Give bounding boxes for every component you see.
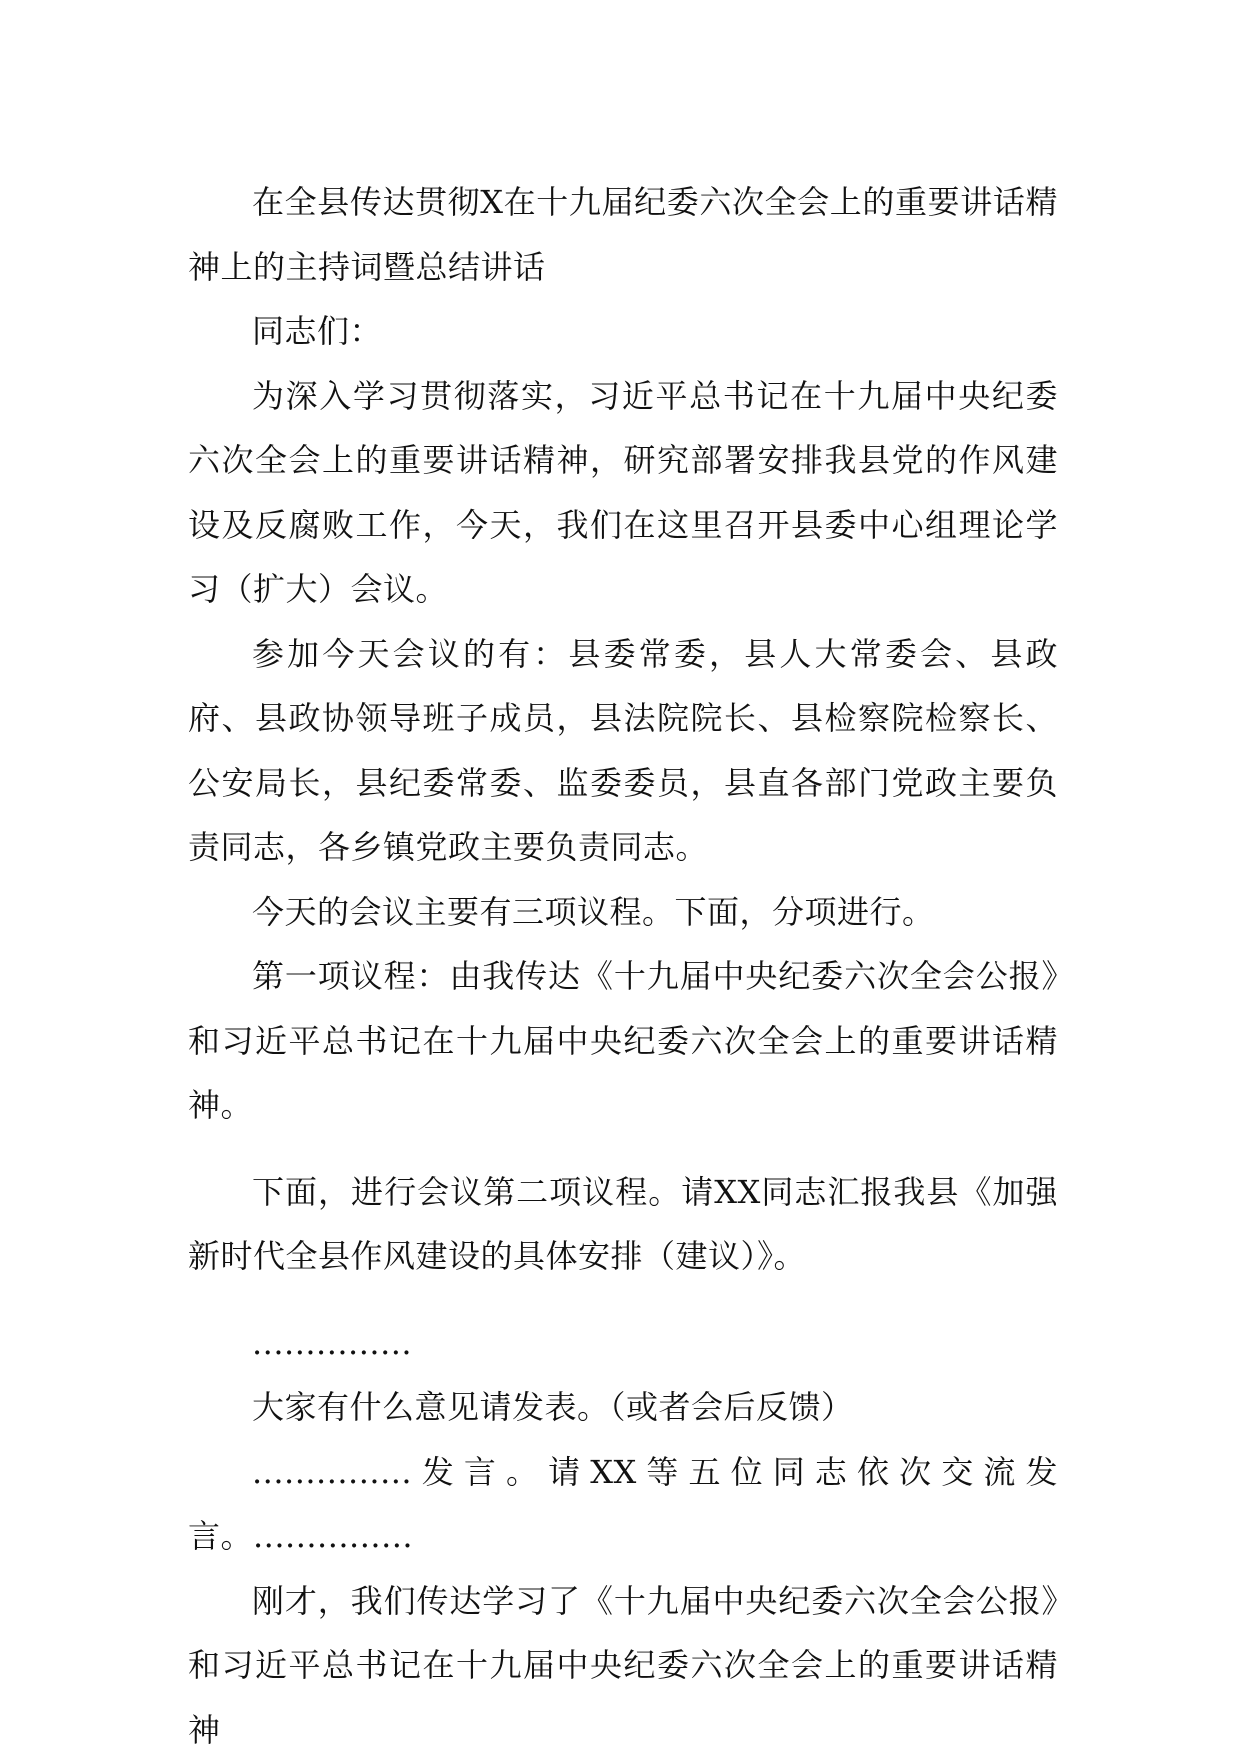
paragraph-exchange-speeches: ...............发言。请XX等五位同志依次交流发言。............... [188,1440,1058,1569]
salutation: 同志们： [188,299,1058,364]
paragraph-invite-comments: 大家有什么意见请发表。（或者会后反馈） [188,1375,1058,1440]
ellipsis-line: ............... [188,1311,1058,1376]
document-title: 在全县传达贯彻X在十九届纪委六次全会上的重要讲话精神上的主持词暨总结讲话 [188,170,1058,299]
paragraph-summary: 刚才，我们传达学习了《十九届中央纪委六次全会公报》和习近平总书记在十九届中央纪委六次全会上的重要讲话精神 [188,1569,1058,1762]
paragraph-agenda-item-two: 下面，进行会议第二项议程。请XX同志汇报我县《加强新时代全县作风建设的具体安排（建议）》。 [188,1160,1058,1289]
paragraph-attendees: 参加今天会议的有：县委常委，县人大常委会、县政府、县政协领导班子成员，县法院院长、县检察院检察长、公安局长，县纪委常委、监委委员，县直各部门党政主要负责同志，各乡镇党政主要负责同志。 [188,622,1058,880]
document-page [188,170,1058,1762]
paragraph-agenda-item-one: 第一项议程：由我传达《十九届中央纪委六次全会公报》和习近平总书记在十九届中央纪委六次全会上的重要讲话精神。 [188,944,1058,1138]
paragraph-purpose: 为深入学习贯彻落实，习近平总书记在十九届中央纪委六次全会上的重要讲话精神，研究部署安排我县党的作风建设及反腐败工作，今天，我们在这里召开县委中心组理论学习（扩大）会议。 [188,364,1058,622]
paragraph-agenda-overview: 今天的会议主要有三项议程。下面，分项进行。 [188,880,1058,945]
